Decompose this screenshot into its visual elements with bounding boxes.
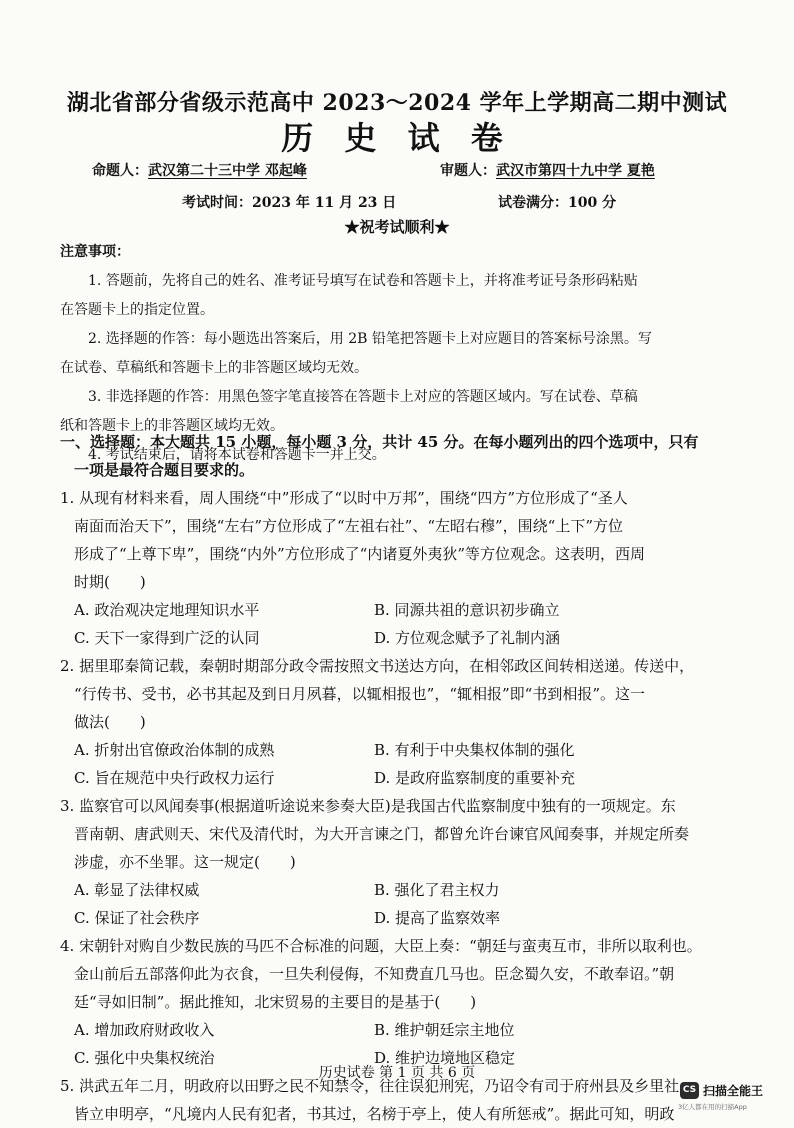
full-score: 试卷满分：100 分 [498,195,617,211]
question-line: 金山前后五部落仰此为衣食，一旦失利侵侮，不知费直几马也。臣念蜀久安，不敢奉诏。”朝 [74,965,675,983]
option-b: B. 维护朝廷宗主地位 [374,1021,515,1039]
notes-line: 在答题卡上的指定位置。 [60,302,214,318]
option-d: D. 维护边境地区稳定 [374,1049,516,1067]
page-footer: 历史试卷 第 1 页 共 6 页 [318,1065,476,1081]
question-3 [60,792,740,932]
notes-heading: 注意事项： [60,244,130,260]
options [60,876,740,932]
questions-block [60,428,740,1128]
reviewer-line [440,160,655,180]
question-line: 皆立申明亭，“凡境内人民有犯者，书其过，名榜于亭上，使人有所惩戒”。据此可知，明政 [74,1105,675,1123]
notes-line: 4. 考试结束后，请将本试卷和答题卡一并上交。 [88,447,386,463]
option-c: C. 保证了社会秩序 [74,909,200,927]
question-line: 5. 洪武五年二月，明政府以田野之民不知禁令，往往误犯刑宪，乃诏令有司于府州县及乡里社 [60,1077,680,1095]
question-line: 南面而治天下”，围绕“左右”方位形成了“左祖右社”、“左昭右穆”，围绕“上下”方位 [74,517,624,535]
question-line: 涉虚，亦不坐罪。这一规定( ) [74,853,296,871]
option-a: A. 折射出官僚政治体制的成熟 [74,741,275,759]
setter-label: 命题人： [92,163,148,179]
option-c: C. 强化中央集权统治 [74,1049,215,1067]
notes-line: 3. 非选择题的作答：用黑色签字笔直接答在答题卡上对应的答题区域内。写在试卷、草稿 [88,389,638,405]
question-1 [60,484,740,652]
question-line: 1. 从现有材料来看，周人围绕“中”形成了“以时中万邦”，围绕“四方”方位形成了“圣人 [60,489,628,507]
question-line: “行传书、受书，必书其起及到日月夙暮，以辄相报也”，“辄相报”即“书到相报”。这一 [74,685,646,703]
notes-line: 1. 答题前，先将自己的姓名、准考证号填写在试卷和答题卡上，并将准考证号条形码粘贴 [88,273,638,289]
question-line: 做法( ) [74,713,146,731]
setter-line [92,160,307,180]
exam-title: 湖北省部分省级示范高中 2023～2024 学年上学期高二期中测试 [66,90,728,116]
option-a: A. 彰显了法律权威 [74,881,200,899]
notes-line: 在试卷、草稿纸和答题卡上的非答题区域均无效。 [60,360,368,376]
question-line: 廷“寻如旧制”。据此推知，北宋贸易的主要目的是基于( ) [74,993,477,1011]
option-b: B. 同源共祖的意识初步确立 [374,601,560,619]
subject-title: 历 史 试 卷 [281,119,513,157]
options [60,596,740,652]
question-2 [60,652,740,792]
section-heading-cont: 一项是最符合题目要求的。 [74,461,255,479]
notes-line: 纸和答题卡上的非答题区域均无效。 [60,418,284,434]
option-a: A. 增加政府财政收入 [74,1021,215,1039]
camscanner-logo-icon: CS [680,1082,699,1099]
question-line: 形成了“上尊下卑”，围绕“内外”方位形成了“内诸夏外夷狄”等方位观念。这表明，西周 [74,545,646,563]
option-a: A. 政治观决定地理知识水平 [74,601,260,619]
question-4 [60,932,740,1072]
option-c: C. 天下一家得到广泛的认同 [74,629,260,647]
option-d: D. 方位观念赋予了礼制内涵 [374,629,561,647]
question-line: 3. 监察官可以风闻奏事(根据道听途说来参奏大臣)是我国古代监察制度中独有的一项规定。东 [60,797,676,815]
watermark-name: 扫描全能王 [703,1084,764,1098]
option-d: D. 提高了监察效率 [374,909,501,927]
exam-time: 考试时间：2023 年 11 月 23 日 [182,195,397,211]
blessing: ★祝考试顺利★ [344,218,450,236]
question-line: 晋南朝、唐武则天、宋代及清代时，为大开言谏之门，都曾允许台谏官风闻奏事，并规定所奏 [74,825,690,843]
question-line: 时期( ) [74,573,146,591]
watermark-sub: 3亿人都在用的扫描App [678,1103,747,1111]
question-line: 4. 宋朝针对购自少数民族的马匹不合标准的问题，大臣上奏：“朝廷与蛮夷互市，非所以取利也。 [60,937,702,955]
option-c: C. 旨在规范中央行政权力运行 [74,769,275,787]
notes-line: 2. 选择题的作答：每小题选出答案后，用 2B 铅笔把答题卡上对应题目的答案标号涂黑。写 [88,331,652,347]
question-line: 2. 据里耶秦简记载，秦朝时期部分政令需按照文书送达方向，在相邻政区间转相送递。传送中， [60,657,695,675]
option-b: B. 有利于中央集权体制的强化 [374,741,575,759]
setter-value: 武汉第二十三中学 邓起峰 [148,163,307,179]
reviewer-value: 武汉市第四十九中学 夏艳 [496,163,655,179]
option-b: B. 强化了君主权力 [374,881,500,899]
option-d: D. 是政府监察制度的重要补充 [374,769,576,787]
section-heading: 一、选择题：本大题共 15 小题，每小题 3 分，共计 45 分。在每小题列出的四个选项中，只有 [60,433,699,451]
scanner-watermark [676,1080,788,1114]
options [60,736,740,792]
reviewer-label: 审题人： [440,163,496,179]
